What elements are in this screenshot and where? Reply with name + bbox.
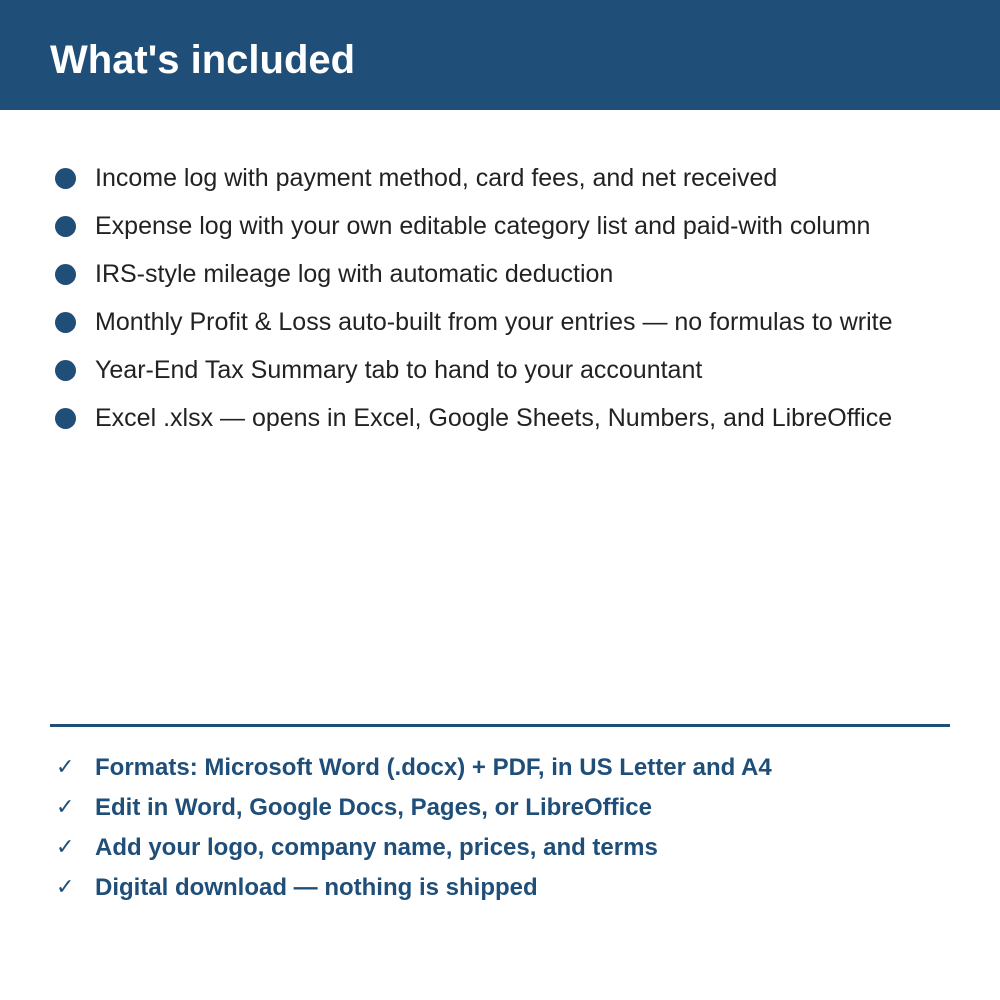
feature-item: [0, 202, 1000, 250]
page-title: What's included: [50, 38, 356, 82]
section-divider: [50, 724, 950, 727]
checklist-item: [0, 828, 1000, 868]
checklist-item: [0, 868, 1000, 908]
bullet-icon: [55, 360, 76, 381]
feature-item: [0, 154, 1000, 202]
bullet-icon: [55, 264, 76, 285]
feature-text: Expense log with your own editable category list and paid-with column: [95, 212, 871, 240]
checklist-text: Add your logo, company name, prices, and terms: [95, 834, 658, 861]
checklist-item: [0, 748, 1000, 788]
checklist-text: Edit in Word, Google Docs, Pages, or LibreOffice: [95, 794, 652, 821]
checkmark-icon: ✓: [56, 795, 75, 820]
bullet-icon: [55, 168, 76, 189]
header-banner: [0, 0, 1000, 110]
feature-item: [0, 394, 1000, 442]
feature-text: Year-End Tax Summary tab to hand to your accountant: [95, 356, 703, 384]
checklist-text: Digital download — nothing is shipped: [95, 874, 538, 901]
feature-text: Excel .xlsx — opens in Excel, Google Sheets, Numbers, and LibreOffice: [95, 404, 893, 432]
checkmark-icon: ✓: [56, 835, 75, 860]
checklist: [0, 748, 1000, 908]
checkmark-icon: ✓: [56, 755, 75, 780]
feature-item: [0, 346, 1000, 394]
bullet-icon: [55, 312, 76, 333]
checklist-item: [0, 788, 1000, 828]
features-list: [0, 154, 1000, 442]
feature-text: IRS-style mileage log with automatic deduction: [95, 260, 614, 288]
feature-item: [0, 298, 1000, 346]
checklist-text: Formats: Microsoft Word (.docx) + PDF, in US Letter and A4: [95, 754, 772, 781]
feature-text: Income log with payment method, card fees, and net received: [95, 164, 778, 192]
bullet-icon: [55, 216, 76, 237]
feature-text: Monthly Profit & Loss auto-built from your entries — no formulas to write: [95, 308, 893, 336]
checkmark-icon: ✓: [56, 875, 75, 900]
feature-item: [0, 250, 1000, 298]
bullet-icon: [55, 408, 76, 429]
